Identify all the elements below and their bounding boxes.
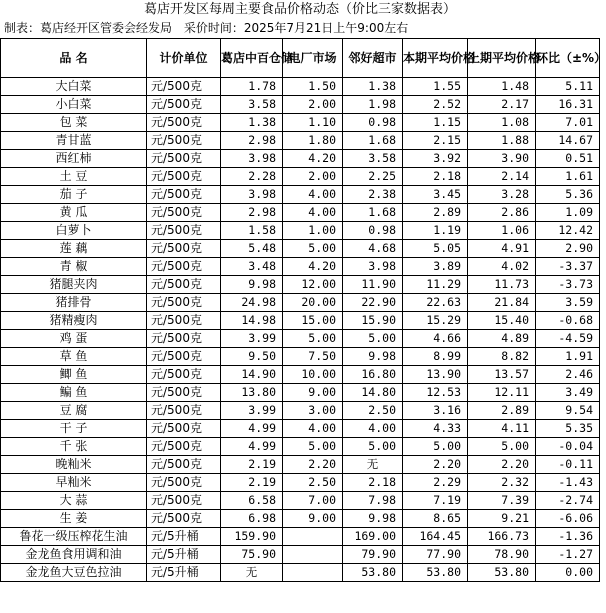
previous-avg-cell: 1.06	[468, 222, 536, 240]
linhao-price-cell: 0.98	[343, 222, 403, 240]
dianchang-price-cell: 4.20	[283, 150, 343, 168]
dianchang-price-cell: 2.00	[283, 96, 343, 114]
previous-avg-cell: 53.80	[468, 564, 536, 582]
dianchang-price-cell: 4.00	[283, 186, 343, 204]
linhao-price-cell: 4.00	[343, 420, 403, 438]
previous-avg-cell: 2.14	[468, 168, 536, 186]
current-avg-cell: 53.80	[403, 564, 468, 582]
change-pct-cell: -0.11	[536, 456, 600, 474]
change-pct-cell: -4.59	[536, 330, 600, 348]
change-pct-cell: 5.35	[536, 420, 600, 438]
current-avg-cell: 5.00	[403, 438, 468, 456]
linhao-price-cell: 11.90	[343, 276, 403, 294]
unit-cell: 元/500克	[147, 420, 221, 438]
linhao-price-cell: 4.68	[343, 240, 403, 258]
linhao-price-cell: 53.80	[343, 564, 403, 582]
table-row	[1, 474, 600, 492]
change-pct-cell: 3.49	[536, 384, 600, 402]
previous-avg-cell: 1.48	[468, 78, 536, 96]
unit-cell: 元/500克	[147, 510, 221, 528]
dianchang-price-cell: 5.00	[283, 240, 343, 258]
dianchang-price-cell: 1.80	[283, 132, 343, 150]
zhongbai-price-cell: 2.98	[221, 132, 283, 150]
table-row	[1, 222, 600, 240]
change-pct-cell: 9.54	[536, 402, 600, 420]
table-row	[1, 168, 600, 186]
item-name-cell: 鲁花一级压榨花生油	[1, 528, 147, 546]
previous-avg-cell: 3.90	[468, 150, 536, 168]
unit-cell: 元/5升桶	[147, 564, 221, 582]
linhao-price-cell: 0.98	[343, 114, 403, 132]
zhongbai-price-cell: 4.99	[221, 438, 283, 456]
zhongbai-price-cell: 13.80	[221, 384, 283, 402]
change-pct-cell: -1.27	[536, 546, 600, 564]
zhongbai-price-cell: 无	[221, 564, 283, 582]
zhongbai-price-cell: 2.19	[221, 456, 283, 474]
previous-avg-cell: 13.57	[468, 366, 536, 384]
header-cell: 品 名	[1, 39, 147, 78]
producer-label: 制表：葛店经开区管委会经发局	[4, 21, 173, 35]
change-pct-cell: 3.59	[536, 294, 600, 312]
previous-avg-cell: 2.89	[468, 402, 536, 420]
change-pct-cell: -6.06	[536, 510, 600, 528]
current-avg-cell: 22.63	[403, 294, 468, 312]
change-pct-cell: -0.68	[536, 312, 600, 330]
previous-avg-cell: 7.39	[468, 492, 536, 510]
zhongbai-price-cell: 2.98	[221, 204, 283, 222]
change-pct-cell: 12.42	[536, 222, 600, 240]
change-pct-cell: -1.36	[536, 528, 600, 546]
change-pct-cell: 1.61	[536, 168, 600, 186]
linhao-price-cell: 1.98	[343, 96, 403, 114]
current-avg-cell: 7.19	[403, 492, 468, 510]
previous-avg-cell: 2.17	[468, 96, 536, 114]
change-pct-cell: 14.67	[536, 132, 600, 150]
item-name-cell: 金龙鱼大豆色拉油	[1, 564, 147, 582]
change-pct-cell: 5.36	[536, 186, 600, 204]
zhongbai-price-cell: 75.90	[221, 546, 283, 564]
current-avg-cell: 2.18	[403, 168, 468, 186]
item-name-cell: 包 菜	[1, 114, 147, 132]
table-header-row	[1, 39, 600, 78]
change-pct-cell: -3.73	[536, 276, 600, 294]
current-avg-cell: 1.55	[403, 78, 468, 96]
change-pct-cell: -0.04	[536, 438, 600, 456]
table-row	[1, 78, 600, 96]
item-name-cell: 青甘蓝	[1, 132, 147, 150]
unit-cell: 元/500克	[147, 348, 221, 366]
linhao-price-cell: 2.50	[343, 402, 403, 420]
current-avg-cell: 1.19	[403, 222, 468, 240]
change-pct-cell: 7.01	[536, 114, 600, 132]
linhao-price-cell: 3.58	[343, 150, 403, 168]
current-avg-cell: 5.05	[403, 240, 468, 258]
table-row	[1, 186, 600, 204]
previous-avg-cell: 9.21	[468, 510, 536, 528]
linhao-price-cell: 2.38	[343, 186, 403, 204]
previous-avg-cell: 166.73	[468, 528, 536, 546]
zhongbai-price-cell: 159.90	[221, 528, 283, 546]
table-row	[1, 546, 600, 564]
price-table	[0, 38, 606, 582]
dianchang-price-cell: 3.00	[283, 402, 343, 420]
unit-cell: 元/500克	[147, 438, 221, 456]
change-pct-cell: 1.09	[536, 204, 600, 222]
linhao-price-cell: 5.00	[343, 330, 403, 348]
dianchang-price-cell: 5.00	[283, 330, 343, 348]
table-row	[1, 330, 600, 348]
dianchang-price-cell: 5.00	[283, 438, 343, 456]
linhao-price-cell: 1.38	[343, 78, 403, 96]
change-pct-cell: 2.46	[536, 366, 600, 384]
zhongbai-price-cell: 1.78	[221, 78, 283, 96]
sheet-meta	[0, 20, 600, 37]
dianchang-price-cell: 1.00	[283, 222, 343, 240]
previous-avg-cell: 3.28	[468, 186, 536, 204]
header-cell: 环比（±%）	[536, 39, 600, 78]
current-avg-cell: 4.33	[403, 420, 468, 438]
linhao-price-cell: 3.98	[343, 258, 403, 276]
change-pct-cell: -1.43	[536, 474, 600, 492]
linhao-price-cell: 5.00	[343, 438, 403, 456]
change-pct-cell: -2.74	[536, 492, 600, 510]
linhao-price-cell: 1.68	[343, 132, 403, 150]
previous-avg-cell: 8.82	[468, 348, 536, 366]
table-row	[1, 510, 600, 528]
unit-cell: 元/500克	[147, 114, 221, 132]
linhao-price-cell: 9.98	[343, 348, 403, 366]
dianchang-price-cell: 2.00	[283, 168, 343, 186]
table-row	[1, 276, 600, 294]
zhongbai-price-cell: 5.48	[221, 240, 283, 258]
header-cell: 电厂市场	[283, 39, 343, 78]
item-name-cell: 千 张	[1, 438, 147, 456]
linhao-price-cell: 15.90	[343, 312, 403, 330]
unit-cell: 元/5升桶	[147, 546, 221, 564]
item-name-cell: 西红柿	[1, 150, 147, 168]
zhongbai-price-cell: 14.90	[221, 366, 283, 384]
zhongbai-price-cell: 3.99	[221, 330, 283, 348]
unit-cell: 元/500克	[147, 96, 221, 114]
table-row	[1, 492, 600, 510]
unit-cell: 元/500克	[147, 294, 221, 312]
item-name-cell: 鲫 鱼	[1, 366, 147, 384]
current-avg-cell: 1.15	[403, 114, 468, 132]
dianchang-price-cell: 7.50	[283, 348, 343, 366]
previous-avg-cell: 11.73	[468, 276, 536, 294]
current-avg-cell: 12.53	[403, 384, 468, 402]
zhongbai-price-cell: 3.99	[221, 402, 283, 420]
header-cell: 上期平均价格	[468, 39, 536, 78]
table-row	[1, 438, 600, 456]
linhao-price-cell: 22.90	[343, 294, 403, 312]
dianchang-price-cell: 20.00	[283, 294, 343, 312]
current-avg-cell: 77.90	[403, 546, 468, 564]
table-row	[1, 420, 600, 438]
dianchang-price-cell	[283, 564, 343, 582]
item-name-cell: 茄 子	[1, 186, 147, 204]
item-name-cell: 小白菜	[1, 96, 147, 114]
change-pct-cell: 0.00	[536, 564, 600, 582]
current-avg-cell: 3.92	[403, 150, 468, 168]
dianchang-price-cell: 9.00	[283, 510, 343, 528]
previous-avg-cell: 4.89	[468, 330, 536, 348]
change-pct-cell: 2.90	[536, 240, 600, 258]
item-name-cell: 猪腿夹肉	[1, 276, 147, 294]
dianchang-price-cell	[283, 546, 343, 564]
zhongbai-price-cell: 3.48	[221, 258, 283, 276]
sheet-title: 葛店开发区每周主要食品价格动态（价比三家数据表）	[143, 2, 456, 17]
linhao-price-cell: 9.98	[343, 510, 403, 528]
zhongbai-price-cell: 1.58	[221, 222, 283, 240]
header-cell: 本期平均价格	[403, 39, 468, 78]
unit-cell: 元/500克	[147, 366, 221, 384]
unit-cell: 元/500克	[147, 276, 221, 294]
table-row	[1, 384, 600, 402]
unit-cell: 元/500克	[147, 402, 221, 420]
current-avg-cell: 2.20	[403, 456, 468, 474]
item-name-cell: 青 椒	[1, 258, 147, 276]
linhao-price-cell: 16.80	[343, 366, 403, 384]
current-avg-cell: 2.15	[403, 132, 468, 150]
dianchang-price-cell: 4.00	[283, 420, 343, 438]
dianchang-price-cell: 9.00	[283, 384, 343, 402]
unit-cell: 元/500克	[147, 456, 221, 474]
previous-avg-cell: 12.11	[468, 384, 536, 402]
zhongbai-price-cell: 3.98	[221, 186, 283, 204]
previous-avg-cell: 21.84	[468, 294, 536, 312]
item-name-cell: 草 鱼	[1, 348, 147, 366]
table-row	[1, 366, 600, 384]
zhongbai-price-cell: 3.58	[221, 96, 283, 114]
item-name-cell: 晚籼米	[1, 456, 147, 474]
zhongbai-price-cell: 6.58	[221, 492, 283, 510]
table-row	[1, 240, 600, 258]
zhongbai-price-cell: 14.98	[221, 312, 283, 330]
dianchang-price-cell: 4.20	[283, 258, 343, 276]
zhongbai-price-cell: 24.98	[221, 294, 283, 312]
table-row	[1, 456, 600, 474]
header-cell: 葛店中百仓储	[221, 39, 283, 78]
dianchang-price-cell: 10.00	[283, 366, 343, 384]
linhao-price-cell: 7.98	[343, 492, 403, 510]
zhongbai-price-cell: 2.28	[221, 168, 283, 186]
current-avg-cell: 2.52	[403, 96, 468, 114]
table-row	[1, 132, 600, 150]
sample-time-label: 采价时间：2025年7月21日上午9:00左右	[183, 21, 409, 35]
linhao-price-cell: 1.68	[343, 204, 403, 222]
item-name-cell: 土 豆	[1, 168, 147, 186]
dianchang-price-cell: 7.00	[283, 492, 343, 510]
table-row	[1, 564, 600, 582]
zhongbai-price-cell: 2.19	[221, 474, 283, 492]
dianchang-price-cell	[283, 528, 343, 546]
table-row	[1, 204, 600, 222]
table-row	[1, 114, 600, 132]
change-pct-cell: 5.11	[536, 78, 600, 96]
current-avg-cell: 3.16	[403, 402, 468, 420]
current-avg-cell: 3.45	[403, 186, 468, 204]
dianchang-price-cell: 1.10	[283, 114, 343, 132]
dianchang-price-cell: 2.50	[283, 474, 343, 492]
current-avg-cell: 8.65	[403, 510, 468, 528]
table-row	[1, 348, 600, 366]
previous-avg-cell: 4.91	[468, 240, 536, 258]
table-row	[1, 258, 600, 276]
zhongbai-price-cell: 1.38	[221, 114, 283, 132]
unit-cell: 元/500克	[147, 240, 221, 258]
change-pct-cell: 0.51	[536, 150, 600, 168]
unit-cell: 元/500克	[147, 312, 221, 330]
item-name-cell: 早籼米	[1, 474, 147, 492]
unit-cell: 元/500克	[147, 204, 221, 222]
linhao-price-cell: 2.18	[343, 474, 403, 492]
change-pct-cell: 16.31	[536, 96, 600, 114]
item-name-cell: 鳊 鱼	[1, 384, 147, 402]
table-row	[1, 402, 600, 420]
unit-cell: 元/500克	[147, 330, 221, 348]
unit-cell: 元/5升桶	[147, 528, 221, 546]
previous-avg-cell: 4.02	[468, 258, 536, 276]
header-cell: 计价单位	[147, 39, 221, 78]
change-pct-cell: -3.37	[536, 258, 600, 276]
linhao-price-cell: 2.25	[343, 168, 403, 186]
dianchang-price-cell: 2.20	[283, 456, 343, 474]
item-name-cell: 生 姜	[1, 510, 147, 528]
current-avg-cell: 164.45	[403, 528, 468, 546]
unit-cell: 元/500克	[147, 132, 221, 150]
zhongbai-price-cell: 9.50	[221, 348, 283, 366]
table-row	[1, 312, 600, 330]
zhongbai-price-cell: 6.98	[221, 510, 283, 528]
item-name-cell: 大白菜	[1, 78, 147, 96]
unit-cell: 元/500克	[147, 384, 221, 402]
dianchang-price-cell: 12.00	[283, 276, 343, 294]
previous-avg-cell: 1.88	[468, 132, 536, 150]
unit-cell: 元/500克	[147, 150, 221, 168]
linhao-price-cell: 79.90	[343, 546, 403, 564]
unit-cell: 元/500克	[147, 222, 221, 240]
item-name-cell: 干 子	[1, 420, 147, 438]
previous-avg-cell: 2.20	[468, 456, 536, 474]
item-name-cell: 白萝卜	[1, 222, 147, 240]
item-name-cell: 鸡 蛋	[1, 330, 147, 348]
item-name-cell: 猪排骨	[1, 294, 147, 312]
previous-avg-cell: 2.86	[468, 204, 536, 222]
current-avg-cell: 4.66	[403, 330, 468, 348]
linhao-price-cell: 无	[343, 456, 403, 474]
table-row	[1, 96, 600, 114]
previous-avg-cell: 2.32	[468, 474, 536, 492]
previous-avg-cell: 4.11	[468, 420, 536, 438]
unit-cell: 元/500克	[147, 78, 221, 96]
current-avg-cell: 2.29	[403, 474, 468, 492]
dianchang-price-cell: 4.00	[283, 204, 343, 222]
current-avg-cell: 15.29	[403, 312, 468, 330]
table-row	[1, 528, 600, 546]
zhongbai-price-cell: 9.98	[221, 276, 283, 294]
unit-cell: 元/500克	[147, 474, 221, 492]
table-row	[1, 294, 600, 312]
previous-avg-cell: 15.40	[468, 312, 536, 330]
current-avg-cell: 8.99	[403, 348, 468, 366]
item-name-cell: 豆 腐	[1, 402, 147, 420]
header-cell: 邻好超市	[343, 39, 403, 78]
table-row	[1, 150, 600, 168]
change-pct-cell: 1.91	[536, 348, 600, 366]
dianchang-price-cell: 15.00	[283, 312, 343, 330]
unit-cell: 元/500克	[147, 258, 221, 276]
item-name-cell: 金龙鱼食用调和油	[1, 546, 147, 564]
linhao-price-cell: 14.80	[343, 384, 403, 402]
unit-cell: 元/500克	[147, 186, 221, 204]
previous-avg-cell: 5.00	[468, 438, 536, 456]
current-avg-cell: 3.89	[403, 258, 468, 276]
item-name-cell: 黄 瓜	[1, 204, 147, 222]
current-avg-cell: 11.29	[403, 276, 468, 294]
dianchang-price-cell: 1.50	[283, 78, 343, 96]
previous-avg-cell: 1.08	[468, 114, 536, 132]
item-name-cell: 猪精瘦肉	[1, 312, 147, 330]
current-avg-cell: 2.89	[403, 204, 468, 222]
current-avg-cell: 13.90	[403, 366, 468, 384]
zhongbai-price-cell: 4.99	[221, 420, 283, 438]
unit-cell: 元/500克	[147, 492, 221, 510]
unit-cell: 元/500克	[147, 168, 221, 186]
zhongbai-price-cell: 3.98	[221, 150, 283, 168]
item-name-cell: 莲 藕	[1, 240, 147, 258]
previous-avg-cell: 78.90	[468, 546, 536, 564]
linhao-price-cell: 169.00	[343, 528, 403, 546]
item-name-cell: 大 蒜	[1, 492, 147, 510]
